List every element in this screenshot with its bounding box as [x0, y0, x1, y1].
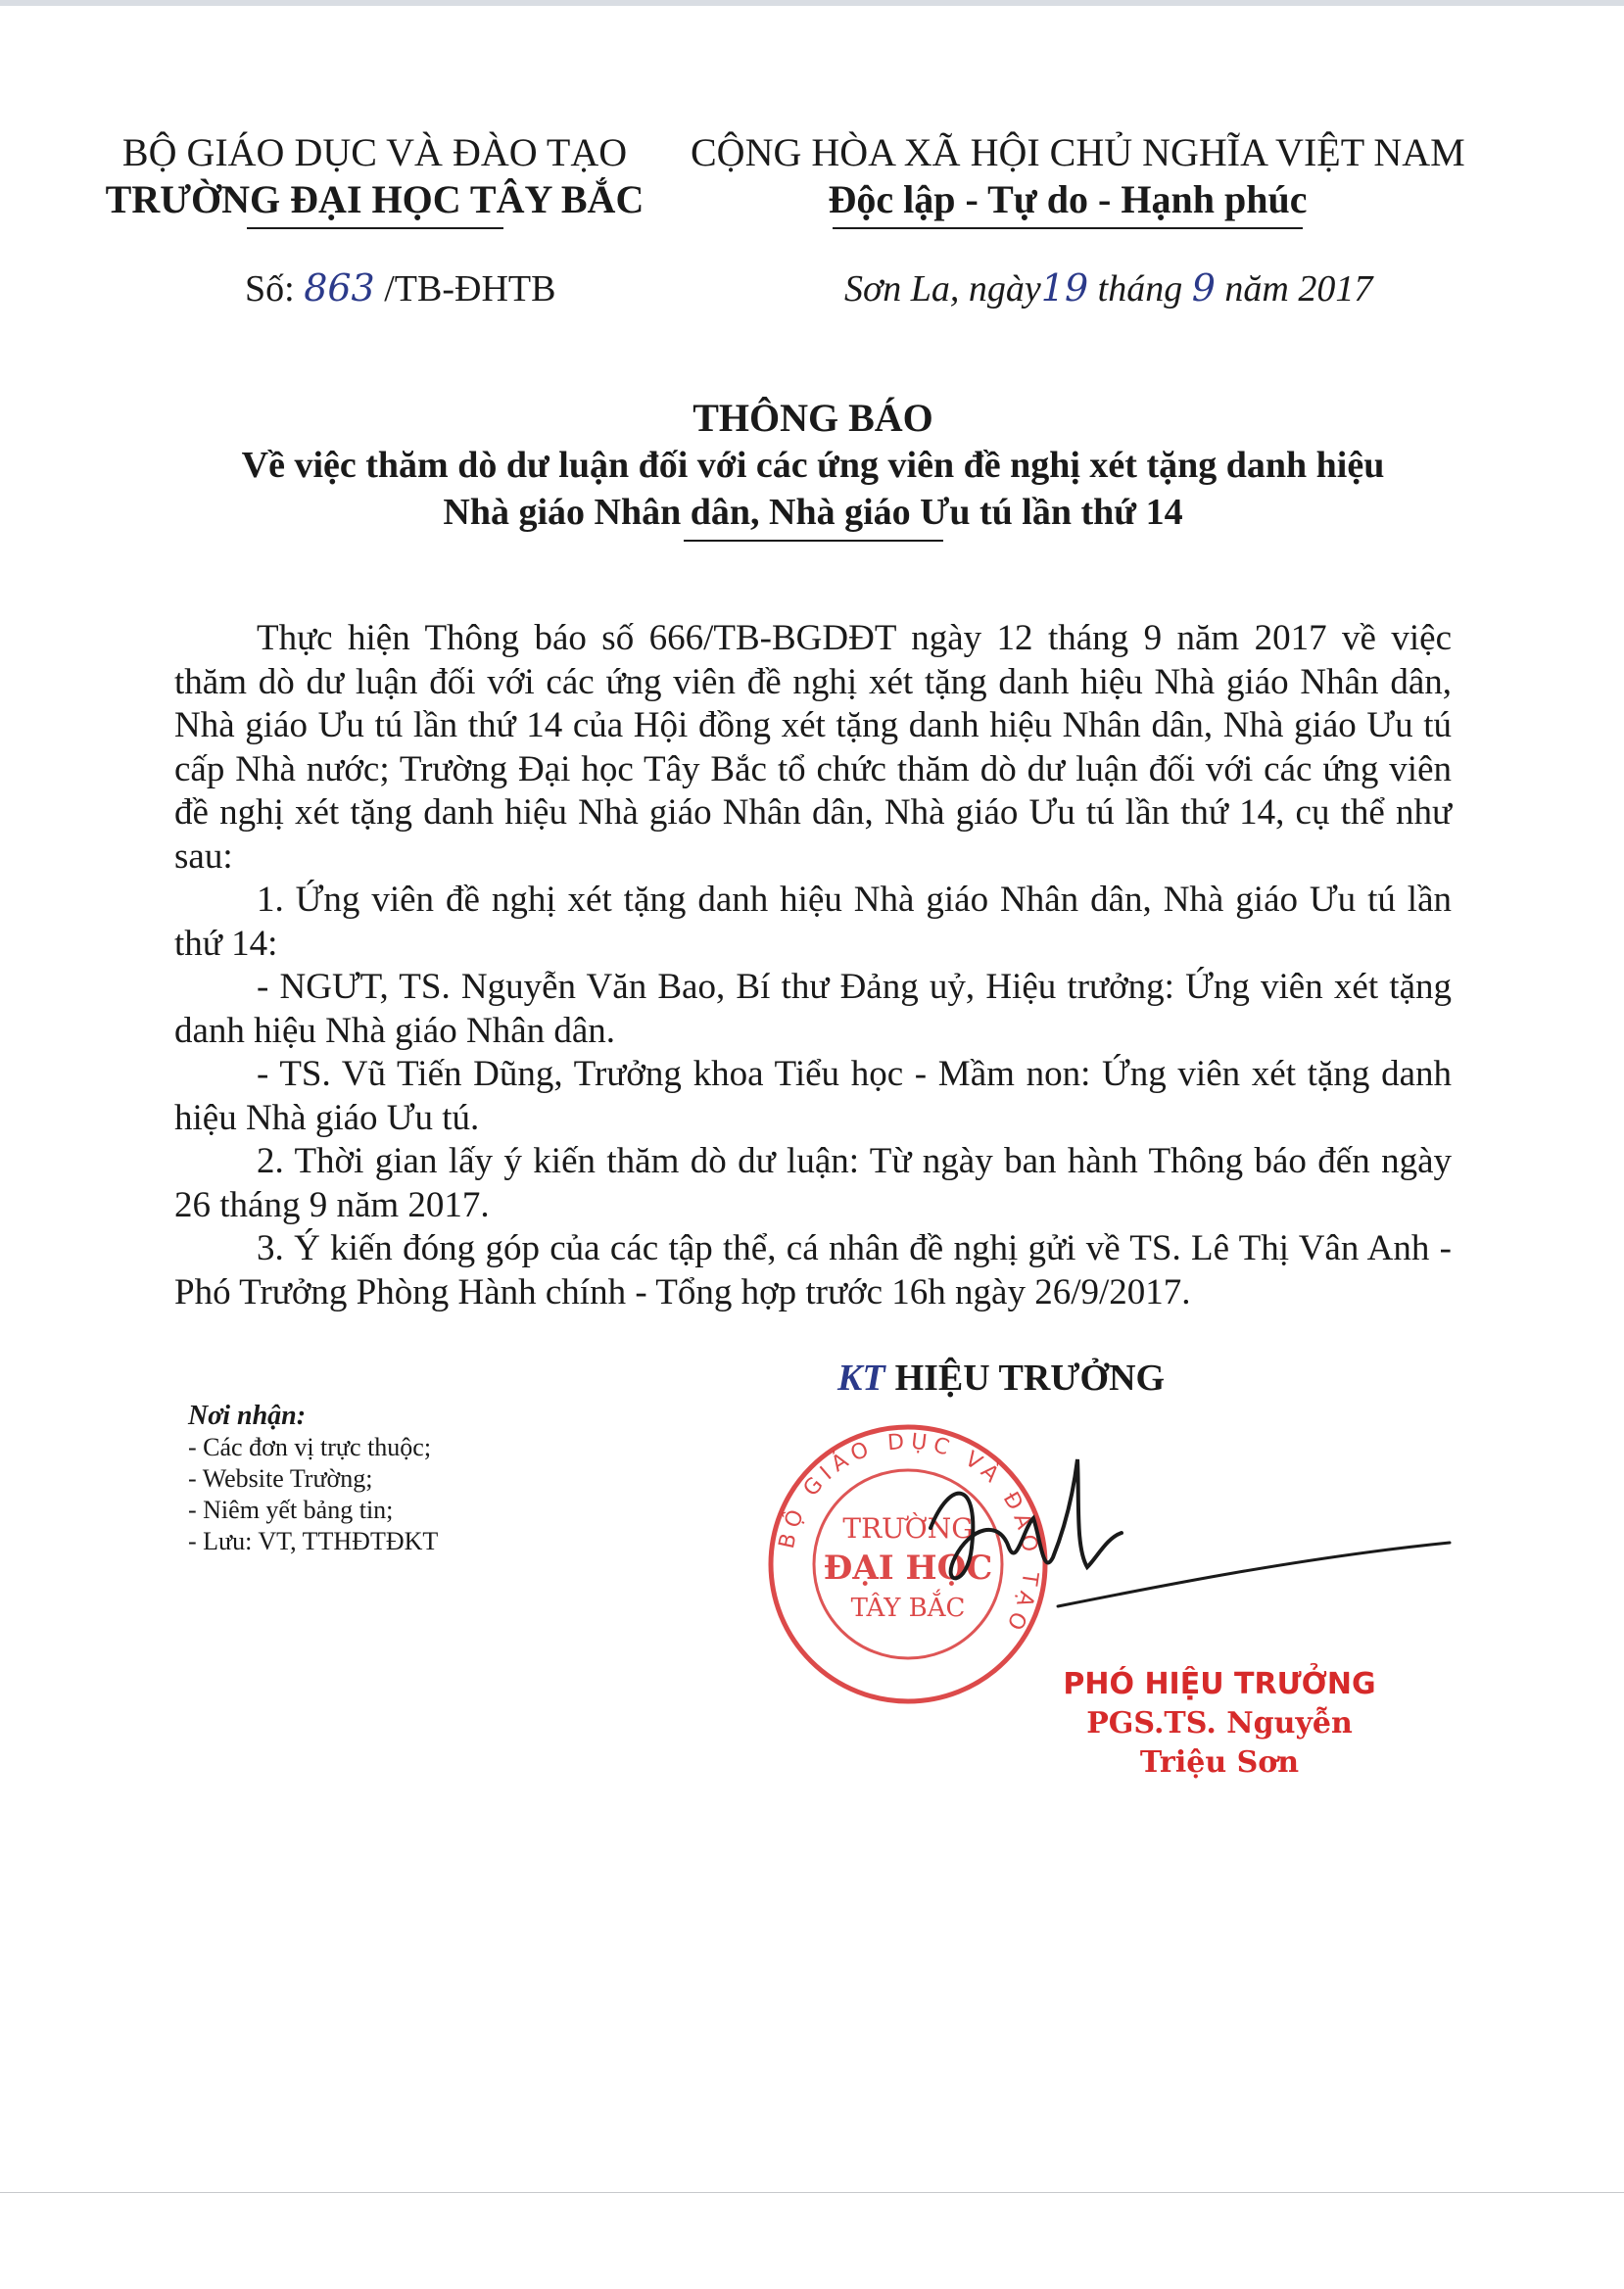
title-underline	[684, 540, 943, 542]
recipient-item: - Niêm yết bảng tin;	[188, 1496, 394, 1524]
seal-ring-text: BỘ GIÁO DỤC VÀ ĐÀO TẠO	[774, 1429, 1043, 1640]
seal-line-1: TRƯỜNG	[842, 1512, 974, 1545]
recipients-heading: Nơi nhận:	[188, 1401, 307, 1431]
doc-number-prefix: Số:	[245, 268, 295, 310]
signer-name: PGS.TS. Nguyễn Triệu Sơn	[1086, 1706, 1353, 1780]
doc-number-suffix: /TB-ĐHTB	[384, 268, 556, 310]
signer-position: PHÓ HIỆU TRƯỞNG	[1063, 1667, 1376, 1701]
national-motto: Độc lập - Tự do - Hạnh phúc	[828, 177, 1308, 221]
date-month-label: tháng	[1097, 268, 1183, 310]
date-day: 19	[1040, 266, 1089, 310]
handwritten-signature	[911, 1440, 1459, 1645]
date-place: Sơn La, ngày	[844, 268, 1041, 310]
date-month: 9	[1191, 266, 1216, 310]
recipient-item: - Các đơn vị trực thuộc;	[188, 1433, 432, 1461]
kt-handwritten: KT	[837, 1358, 885, 1399]
university-name: TRƯỜNG ĐẠI HỌC TÂY BẮC	[105, 177, 645, 221]
body-paragraph-candidates: 1. Ứng viên đề nghị xét tặng danh hiệu Nhà giáo Nhân dân, Nhà giáo Ưu tú lần thứ 14:	[174, 880, 1452, 964]
seal-line-2: ĐẠI HỌC	[823, 1549, 993, 1588]
signature-title	[837, 1357, 1165, 1400]
scan-edge-bottom	[0, 2192, 1624, 2193]
body-paragraph-candidate-1: - NGƯT, TS. Nguyễn Văn Bao, Bí thư Đảng uỷ, Hiệu trưởng: Ứng viên xét tặng danh hiệu Nhà giáo Nhân dân.	[174, 967, 1452, 1051]
body-paragraph-candidate-2: - TS. Vũ Tiến Dũng, Trưởng khoa Tiểu học - Mầm non: Ứng viên xét tặng danh hiệu Nhà giáo Ưu tú.	[174, 1054, 1452, 1138]
notice-body	[174, 617, 1452, 1314]
document-date	[844, 266, 1372, 310]
ministry-name: BỘ GIÁO DỤC VÀ ĐÀO TẠO	[121, 130, 628, 174]
doc-number-handwritten: 863	[304, 266, 375, 310]
document-number	[245, 266, 555, 310]
seal-line-3: TÂY BẮC	[850, 1594, 966, 1623]
notice-title: THÔNG BÁO	[693, 396, 933, 440]
date-year: năm 2017	[1224, 268, 1373, 310]
body-paragraph-timeframe: 2. Thời gian lấy ý kiến thăm dò dư luận: Từ ngày ban hành Thông báo đến ngày 26 tháng 9 năm 2017.	[174, 1141, 1452, 1225]
recipients-block	[188, 1401, 438, 1557]
notice-title-block	[118, 395, 1508, 542]
issuer-header	[98, 129, 651, 229]
body-paragraph-intro: Thực hiện Thông báo số 666/TB-BGDĐT ngày 12 tháng 9 năm 2017 về việc thăm dò dư luận đối với các ứng viên đề nghị xét tặng danh hiệu Nhà giáo Nhân dân, Nhà giáo Ưu tú lần thứ 14 của Hội đồng xét tặng danh hiệu Nhân dân, Nhà giáo Ưu tú cấp Nhà nước; Trường Đại học Tây Bắc tổ chức thăm dò dư luận đối với các ứng viên đề nghị xét tặng danh hiệu Nhà giáo Nhân dân, Nhà giáo Ưu tú lần thứ 14, cụ thể như sau:	[174, 618, 1452, 877]
recipient-item: - Website Trường;	[188, 1464, 373, 1493]
motto-underline	[833, 227, 1303, 229]
scan-edge-top	[0, 0, 1624, 6]
body-paragraph-feedback: 3. Ý kiến đóng góp của các tập thể, cá nhân đề nghị gửi về TS. Lê Thị Vân Anh - Phó Trưởng Phòng Hành chính - Tổng hợp trước 16h ngày 26/9/2017.	[174, 1228, 1452, 1312]
notice-subject-line1: Về việc thăm dò dư luận đối với các ứng viên đề nghị xét tặng danh hiệu	[241, 445, 1385, 486]
country-header	[691, 129, 1465, 229]
issuer-underline	[247, 227, 503, 229]
signer-office: HIỆU TRƯỞNG	[894, 1358, 1166, 1399]
notice-subject-line2: Nhà giáo Nhân dân, Nhà giáo Ưu tú lần thứ 14	[443, 492, 1183, 533]
signer-block	[1053, 1665, 1386, 1783]
recipient-item: - Lưu: VT, TTHĐTĐKT	[188, 1527, 439, 1555]
country-name: CỘNG HÒA XÃ HỘI CHỦ NGHĨA VIỆT NAM	[691, 130, 1465, 174]
